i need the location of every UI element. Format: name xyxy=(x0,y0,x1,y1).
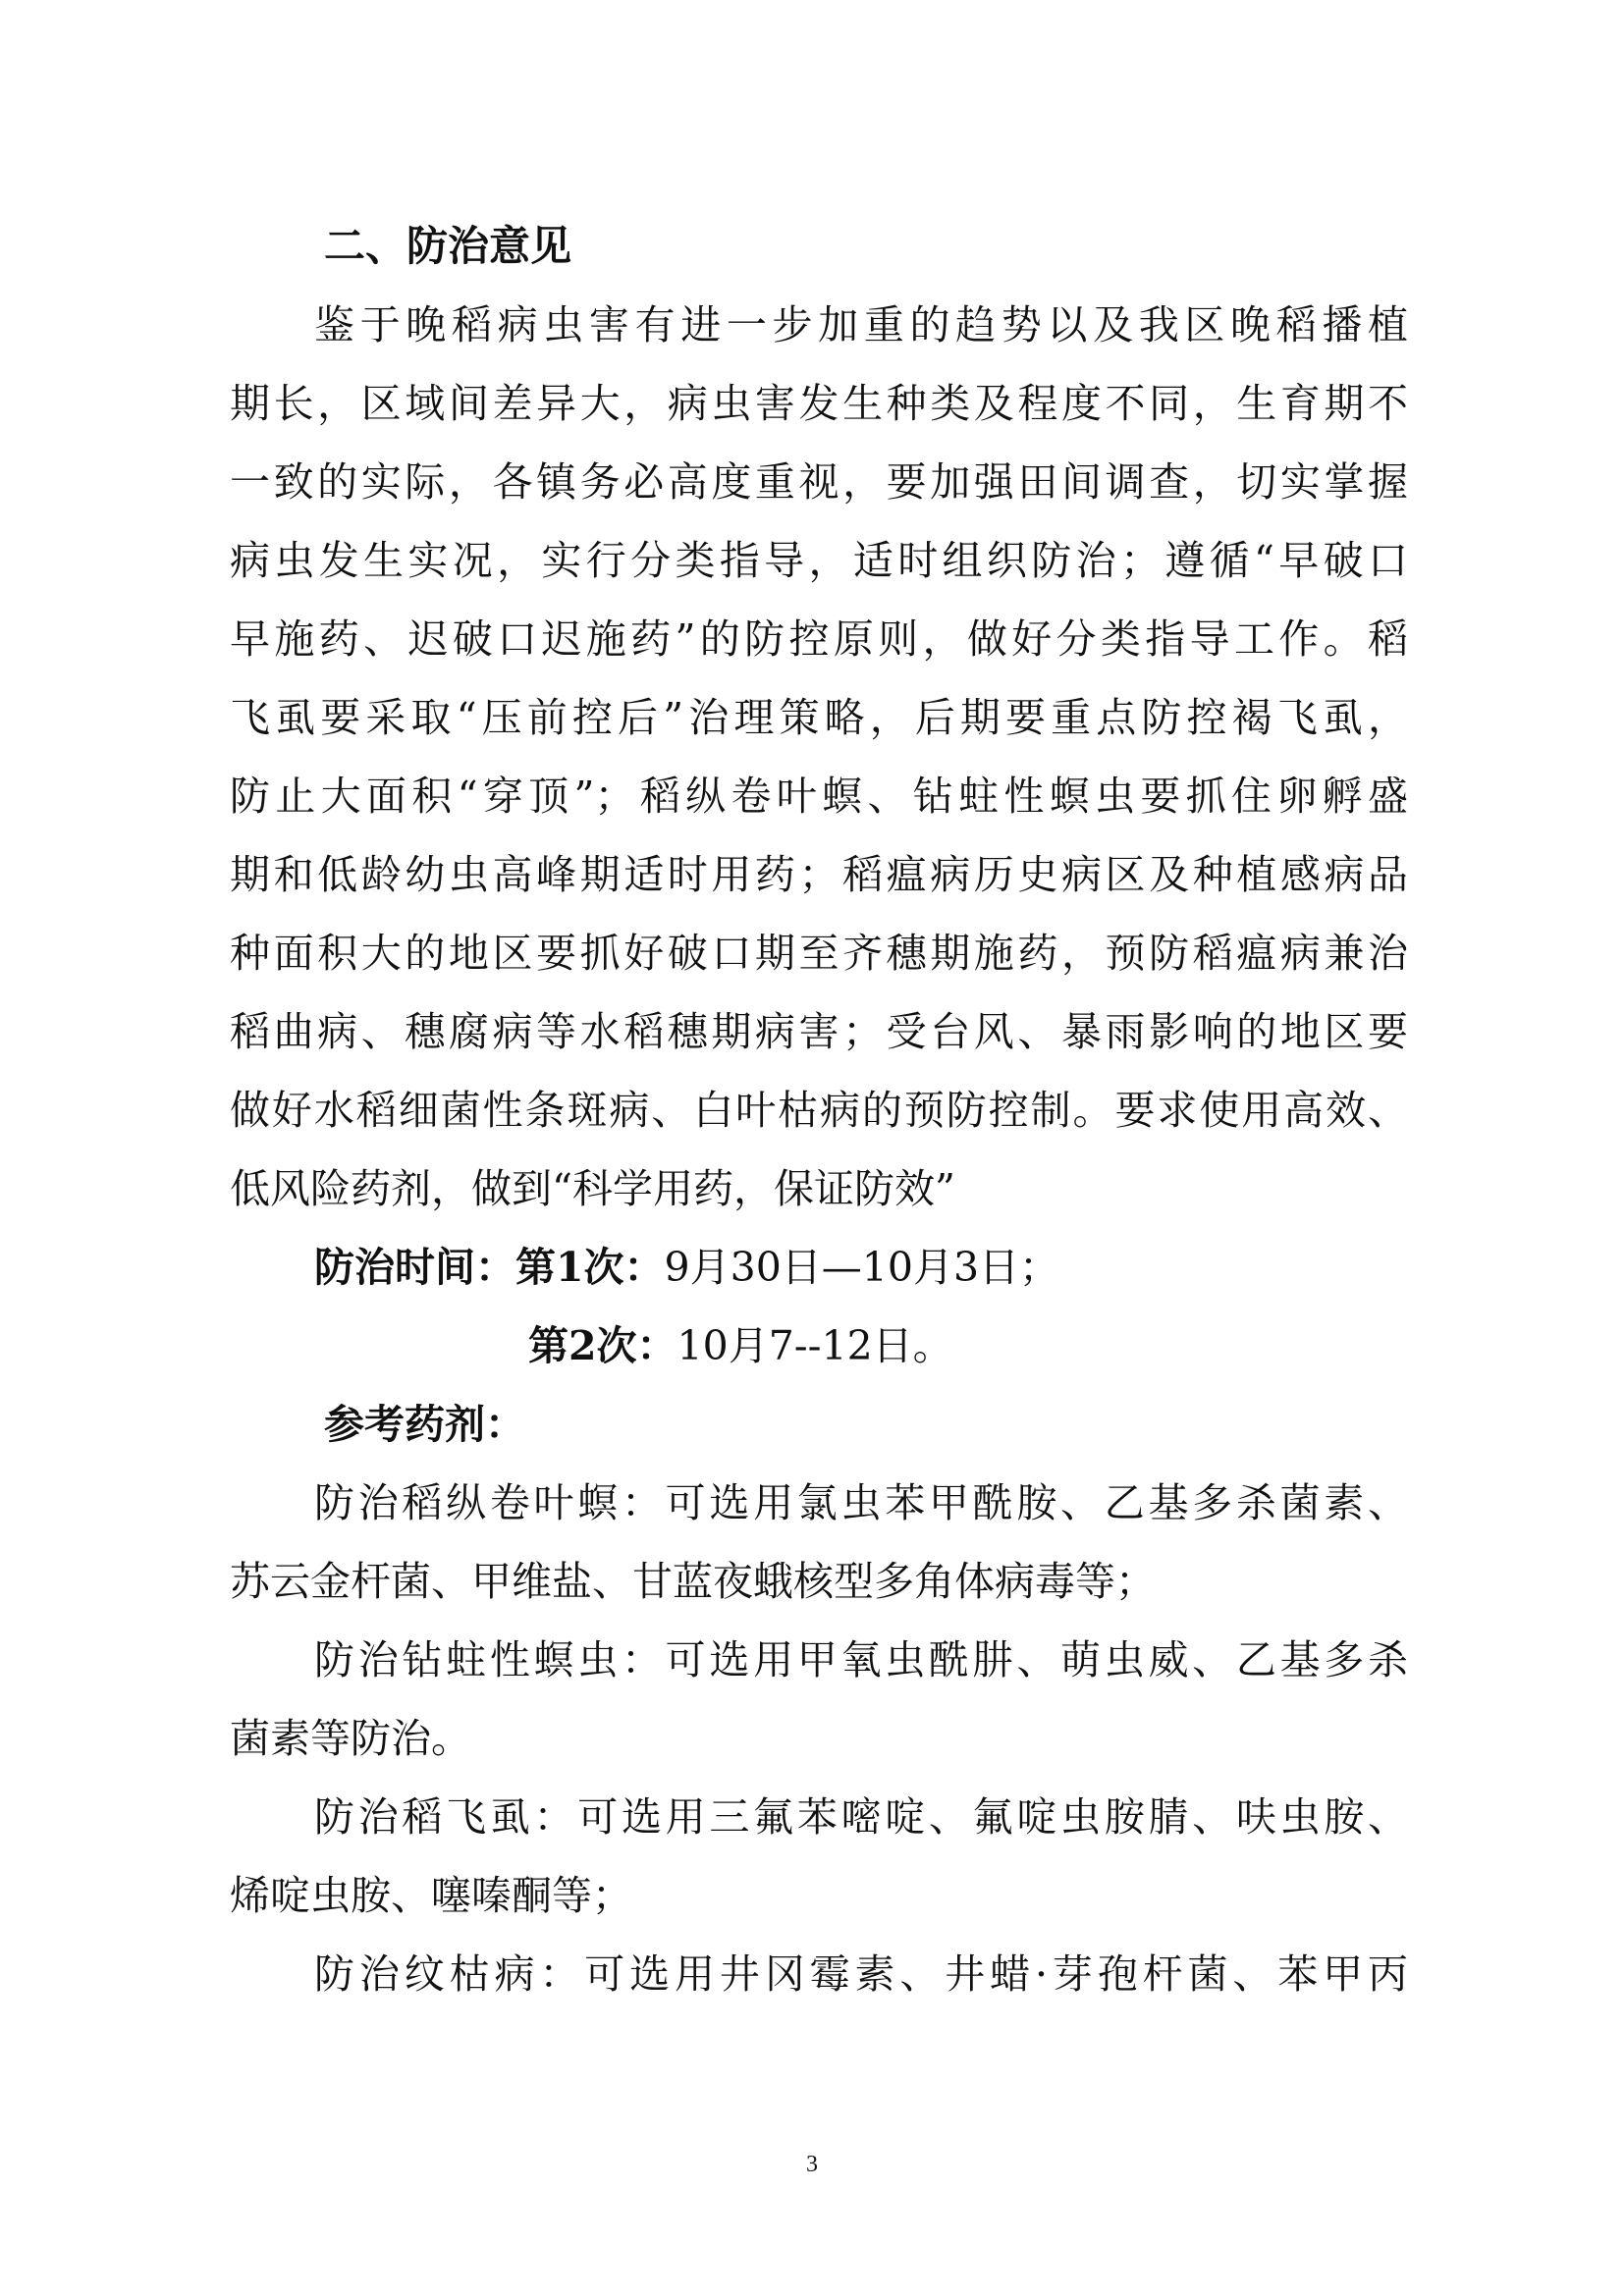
paragraph-line: 稻曲病、穗腐病等水稻穗期病害；受台风、暴雨影响的地区要 xyxy=(230,1008,1408,1055)
control-time-row-2 xyxy=(528,1318,953,1373)
round-2-label: 第2次： xyxy=(528,1322,677,1369)
reference-line: 防治钻蛀性螟虫：可选用甲氧虫酰肼、萌虫威、乙基多杀 xyxy=(314,1636,1408,1683)
reference-line: 菌素等防治。 xyxy=(230,1715,471,1762)
reference-heading: 参考药剂： xyxy=(324,1401,525,1448)
paragraph-line: 飞虱要采取“压前控后”治理策略，后期要重点防控褐飞虱， xyxy=(230,694,1408,741)
paragraph-line: 期长，区域间差异大，病虫害发生种类及程度不同，生育期不 xyxy=(230,380,1408,427)
reference-line: 防治纹枯病：可选用井冈霉素、井蜡·芽孢杆菌、苯甲丙 xyxy=(314,1950,1408,1998)
paragraph-line: 一致的实际，各镇务必高度重视，要加强田间调查，切实掌握 xyxy=(230,458,1408,506)
round-1-value: 9月30日—10月3日； xyxy=(664,1244,1060,1291)
paragraph-line: 期和低龄幼虫高峰期适时用药；稻瘟病历史病区及种植感病品 xyxy=(230,851,1408,898)
reference-line: 防治稻飞虱：可选用三氟苯嘧啶、氟啶虫胺腈、呋虫胺、 xyxy=(314,1793,1408,1841)
reference-line: 苏云金杆菌、甲维盐、甘蓝夜蛾核型多角体病毒等； xyxy=(230,1558,1156,1605)
control-time-label: 防治时间： xyxy=(314,1244,515,1291)
paragraph-line: 种面积大的地区要抓好破口期至齐穗期施药，预防稻瘟病兼治 xyxy=(230,930,1408,977)
section-heading: 二、防治意见 xyxy=(324,222,572,270)
round-1-label: 第1次： xyxy=(515,1244,665,1291)
reference-line: 防治稻纵卷叶螟：可选用氯虫苯甲酰胺、乙基多杀菌素、 xyxy=(314,1479,1408,1526)
control-time-row-1 xyxy=(314,1240,1059,1295)
paragraph-line: 做好水稻细菌性条斑病、白叶枯病的预防控制。要求使用高效、 xyxy=(230,1087,1408,1134)
page-number: 3 xyxy=(806,2152,818,2177)
paragraph-line: 病虫发生实况，实行分类指导，适时组织防治；遵循“早破口 xyxy=(230,537,1408,584)
paragraph-line: 防止大面积“穿顶”；稻纵卷叶螟、钻蛀性螟虫要抓住卵孵盛 xyxy=(230,773,1408,820)
round-2-value: 10月7--12日。 xyxy=(677,1322,953,1369)
paragraph-line: 鉴于晚稻病虫害有进一步加重的趋势以及我区晚稻播植 xyxy=(314,301,1408,348)
reference-line: 烯啶虫胺、噻嗪酮等； xyxy=(230,1872,632,1919)
paragraph-line: 低风险药剂，做到“科学用药，保证防效” xyxy=(230,1165,955,1212)
paragraph-line: 早施药、迟破口迟施药”的防控原则，做好分类指导工作。稻 xyxy=(230,615,1408,663)
